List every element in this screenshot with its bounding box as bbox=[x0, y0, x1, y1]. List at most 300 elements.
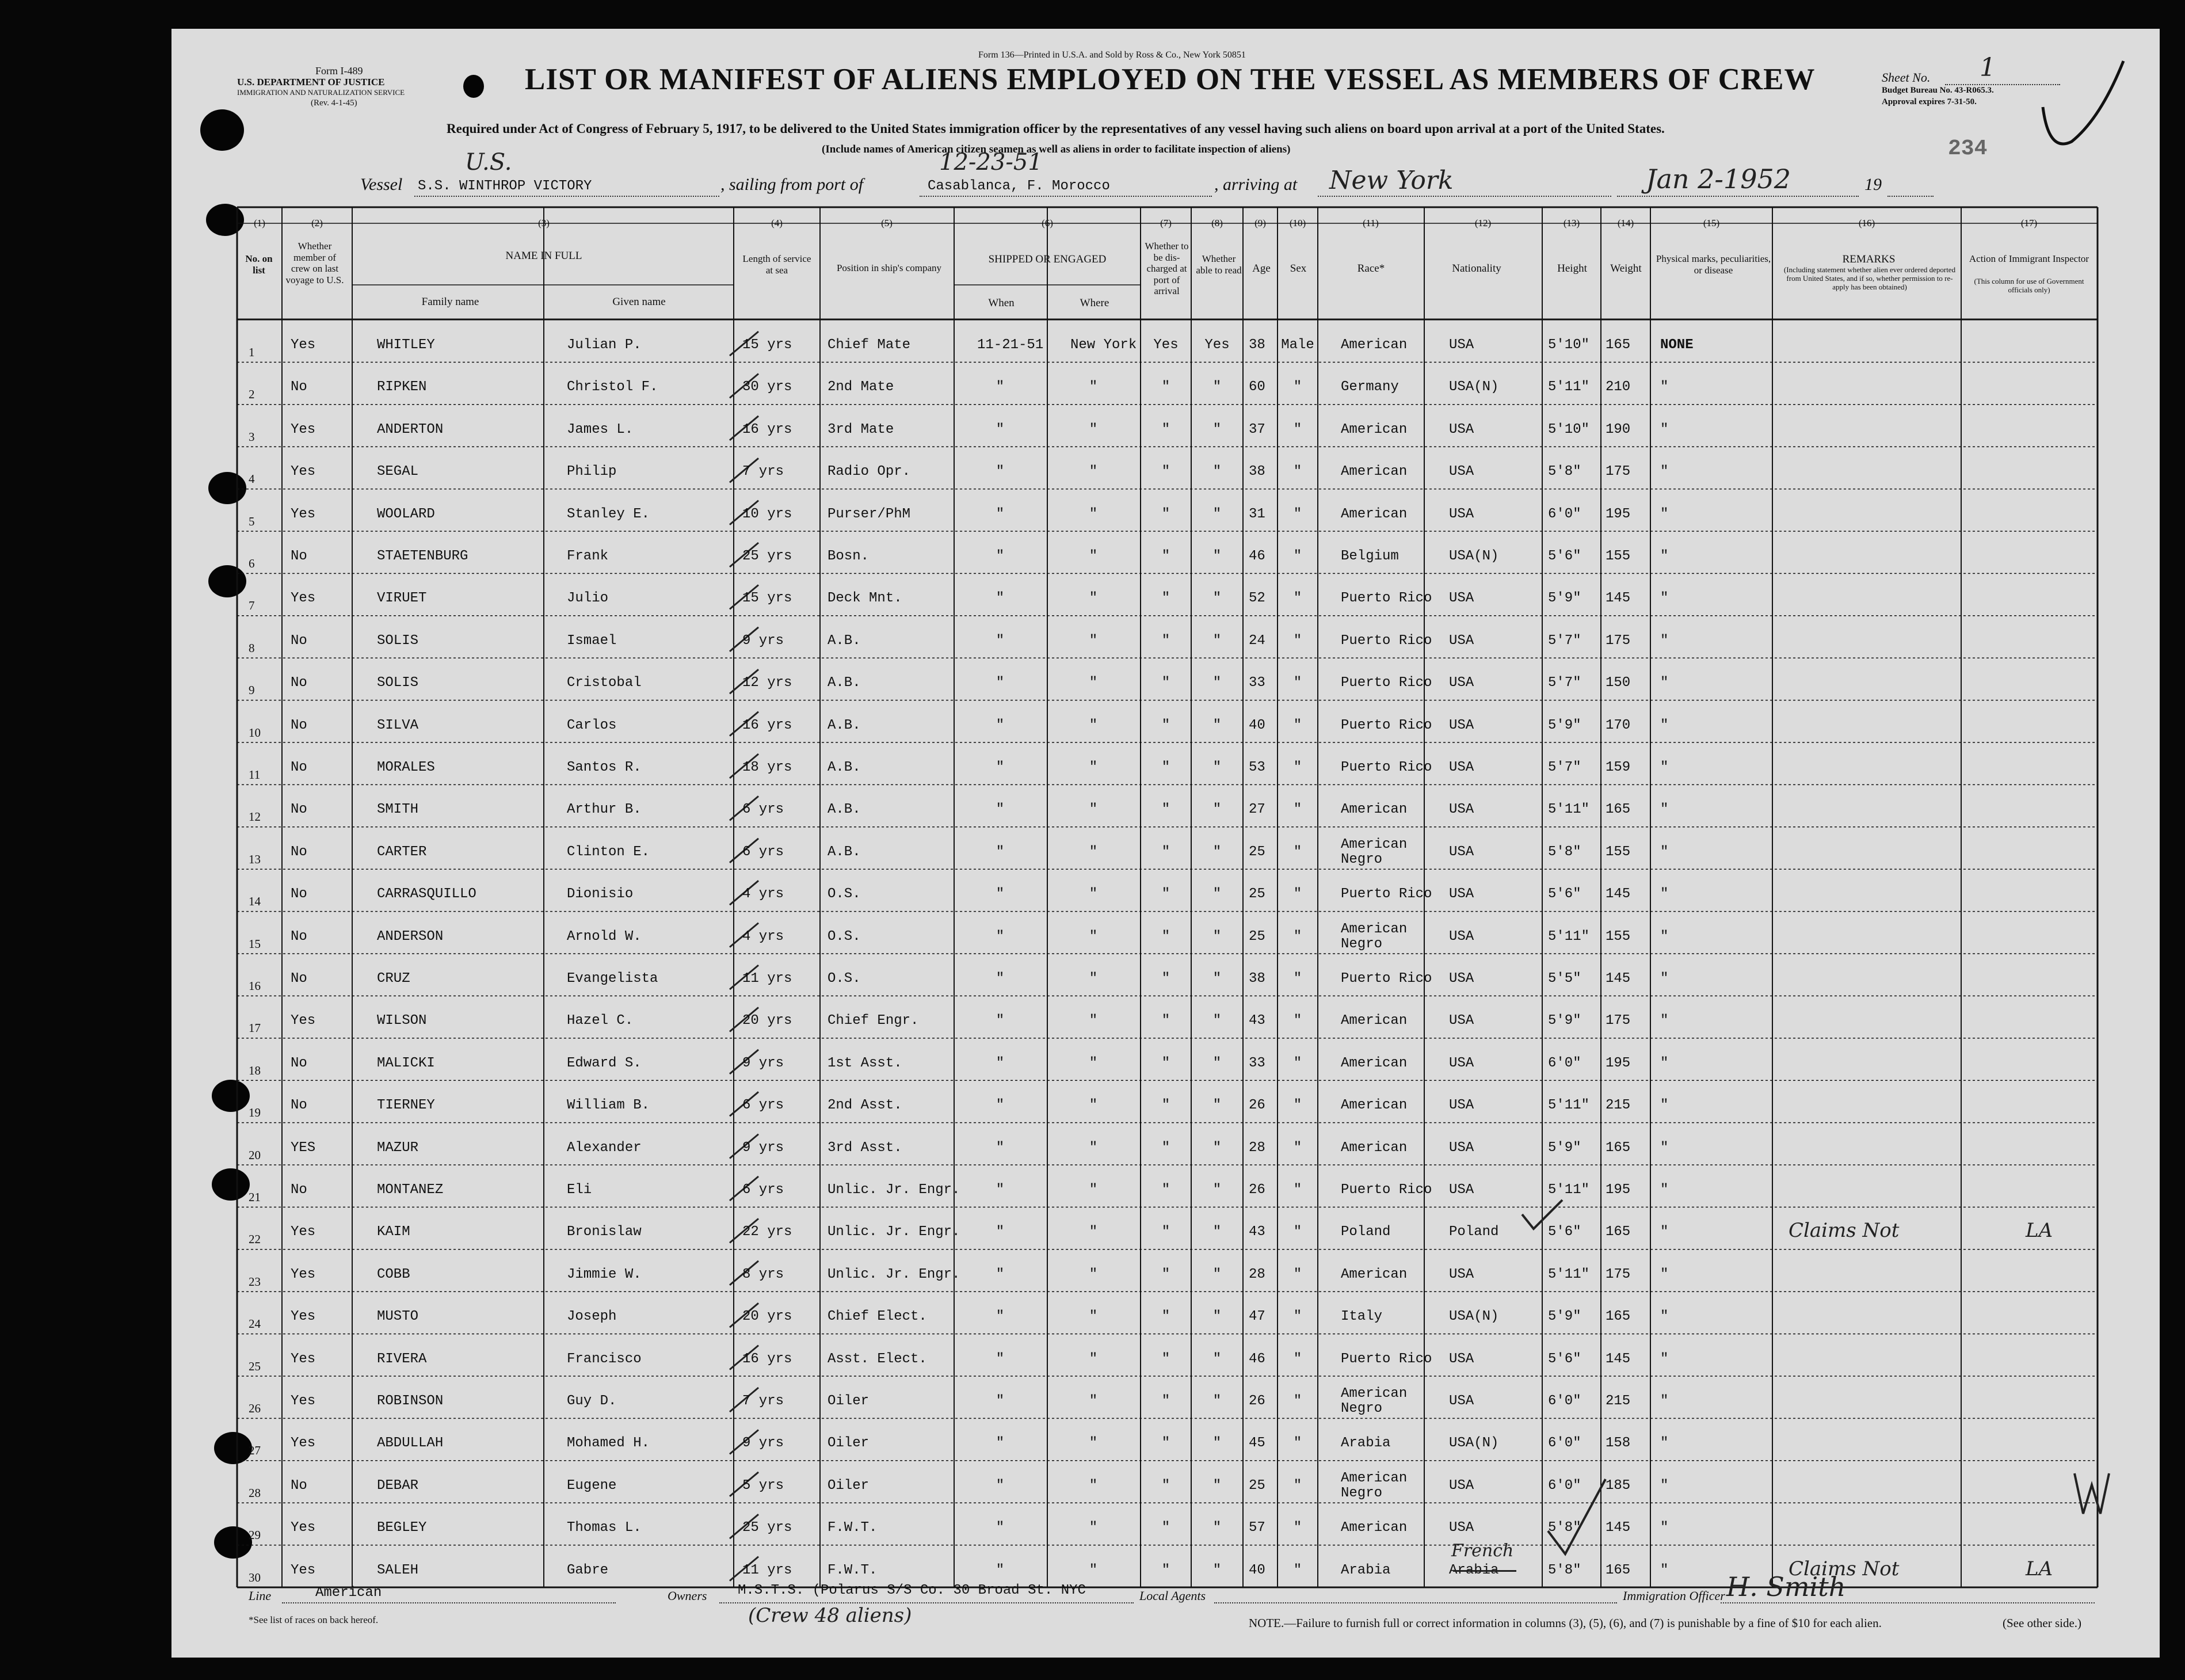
discharged-cell: " bbox=[1161, 1351, 1170, 1367]
penalty-note: NOTE.—Failure to furnish full or correct information in columns (3), (5), (6), and (7) is punishable by a fine of $10 for each alien. bbox=[1249, 1616, 1882, 1630]
header-discharged: Whether to be dis-charged at port of arrival bbox=[1145, 241, 1189, 297]
header-action-inspector: Action of Immigrant Inspector bbox=[1969, 253, 2089, 264]
nationality-cell: USA bbox=[1449, 464, 1474, 480]
family-name-cell: CRUZ bbox=[377, 971, 410, 986]
able-read-cell: " bbox=[1212, 1098, 1222, 1114]
length-service-cell: 9 yrs bbox=[742, 633, 784, 649]
weight-cell: 175 bbox=[1606, 1013, 1631, 1029]
sex-cell: Male bbox=[1281, 337, 1314, 353]
position-cell: Oiler bbox=[828, 1477, 870, 1494]
given-name-cell: Dionisio bbox=[567, 886, 634, 902]
weight-cell: 145 bbox=[1606, 1520, 1631, 1536]
age-cell: 38 bbox=[1249, 337, 1265, 353]
last-voyage-cell: Yes bbox=[291, 1393, 316, 1409]
height-cell: 5'7" bbox=[1548, 760, 1581, 775]
discharged-cell: " bbox=[1161, 886, 1170, 902]
shipped-where-cell: " bbox=[1089, 1309, 1098, 1325]
physical-marks-cell: " bbox=[1660, 675, 1669, 691]
shipped-where-cell: " bbox=[1089, 1013, 1098, 1029]
sex-cell: " bbox=[1293, 506, 1302, 522]
family-name-cell: SMITH bbox=[377, 802, 419, 818]
weight-cell: 175 bbox=[1606, 1266, 1631, 1282]
shipped-where-cell: " bbox=[1089, 1562, 1098, 1578]
column-number: (7) bbox=[1160, 218, 1172, 228]
able-read-cell: " bbox=[1212, 802, 1222, 818]
discharged-cell: " bbox=[1161, 379, 1170, 395]
form-note: (Include names of American citizen seamen as well as aliens in order to facilitate inspection of aliens) bbox=[822, 143, 1291, 155]
height-cell: 5'7" bbox=[1548, 675, 1581, 691]
row-number: 3 bbox=[249, 429, 255, 444]
budget-bureau: Budget Bureau No. 43-R065.3. bbox=[1882, 86, 1994, 95]
position-cell: Chief Engr. bbox=[828, 1013, 919, 1029]
shipped-where-cell: " bbox=[1089, 1435, 1098, 1452]
length-service-cell: 11 yrs bbox=[742, 971, 792, 986]
able-read-cell: Yes bbox=[1204, 337, 1230, 353]
height-cell: 6'0" bbox=[1548, 1393, 1581, 1409]
height-cell: 5'8" bbox=[1548, 1562, 1581, 1578]
race-cell: American bbox=[1341, 1266, 1408, 1282]
race-footnote: *See list of races on back hereof. bbox=[249, 1614, 379, 1625]
family-name-cell: MORALES bbox=[377, 760, 435, 775]
length-service-cell: 9 yrs bbox=[742, 1435, 784, 1452]
physical-marks-cell: " bbox=[1660, 928, 1669, 944]
able-read-cell: " bbox=[1212, 1013, 1222, 1029]
column-number: (14) bbox=[1617, 218, 1634, 228]
weight-cell: 215 bbox=[1606, 1098, 1631, 1114]
position-cell: 3rd Asst. bbox=[828, 1140, 902, 1156]
age-cell: 25 bbox=[1249, 886, 1265, 902]
physical-marks-cell: " bbox=[1660, 1435, 1669, 1452]
last-voyage-cell: Yes bbox=[291, 591, 316, 607]
last-voyage-cell: No bbox=[291, 633, 307, 649]
sex-cell: " bbox=[1293, 971, 1302, 986]
family-name-cell: MONTANEZ bbox=[377, 1182, 444, 1198]
weight-cell: 195 bbox=[1606, 1055, 1631, 1071]
discharged-cell: " bbox=[1161, 1098, 1170, 1114]
physical-marks-cell: " bbox=[1660, 1013, 1669, 1029]
given-name-cell: Thomas L. bbox=[567, 1520, 642, 1536]
shipped-when-cell: " bbox=[996, 548, 1005, 564]
shipped-when-cell: " bbox=[996, 1477, 1005, 1494]
officer-line bbox=[1721, 1602, 2095, 1603]
weight-cell: 175 bbox=[1606, 464, 1631, 480]
given-name-cell: Arnold W. bbox=[567, 928, 642, 944]
position-cell: A.B. bbox=[828, 802, 861, 818]
able-read-cell: " bbox=[1212, 1477, 1222, 1494]
inspector-action-cell: LA bbox=[2026, 1219, 2053, 1243]
given-name-cell: Evangelista bbox=[567, 971, 658, 986]
weight-cell: 170 bbox=[1606, 717, 1631, 733]
race-cell: American bbox=[1341, 1098, 1408, 1114]
length-service-cell: 6 yrs bbox=[742, 1098, 784, 1114]
height-cell: 5'6" bbox=[1548, 886, 1581, 902]
given-name-cell: Carlos bbox=[567, 717, 617, 733]
height-cell: 5'5" bbox=[1548, 971, 1581, 986]
able-read-cell: " bbox=[1212, 1140, 1222, 1156]
sex-cell: " bbox=[1293, 1351, 1302, 1367]
race-cell: American Negro bbox=[1341, 1386, 1408, 1417]
physical-marks-cell: " bbox=[1660, 1393, 1669, 1409]
shipped-where-cell: " bbox=[1089, 1140, 1098, 1156]
weight-cell: 165 bbox=[1606, 802, 1631, 818]
shipped-when-cell: " bbox=[996, 886, 1005, 902]
given-name-cell: Cristobal bbox=[567, 675, 642, 691]
age-cell: 43 bbox=[1249, 1224, 1265, 1240]
shipped-when-cell: " bbox=[996, 1351, 1005, 1367]
sex-cell: " bbox=[1293, 928, 1302, 944]
nationality-cell: USA bbox=[1449, 421, 1474, 437]
given-name-cell: Julian P. bbox=[567, 337, 642, 353]
shipped-where-cell: " bbox=[1089, 886, 1098, 902]
row-number: 13 bbox=[249, 852, 261, 866]
race-cell: American Negro bbox=[1341, 836, 1408, 868]
row-number: 25 bbox=[249, 1359, 261, 1373]
header-nationality: Nationality bbox=[1452, 262, 1501, 275]
nationality-cell: USA bbox=[1449, 1098, 1474, 1114]
agency-name: U.S. DEPARTMENT OF JUSTICE bbox=[237, 77, 385, 87]
french-annotation: French bbox=[1451, 1541, 1514, 1561]
family-name-cell: KAIM bbox=[377, 1224, 410, 1240]
shipped-when-cell: " bbox=[996, 1562, 1005, 1578]
sex-cell: " bbox=[1293, 1013, 1302, 1029]
given-name-cell: Hazel C. bbox=[567, 1013, 634, 1029]
shipped-where-cell: " bbox=[1089, 1055, 1098, 1071]
row-number: 22 bbox=[249, 1232, 261, 1247]
last-voyage-cell: No bbox=[291, 971, 307, 986]
weight-cell: 145 bbox=[1606, 1351, 1631, 1367]
shipped-when-cell: " bbox=[996, 844, 1005, 860]
position-cell: A.B. bbox=[828, 844, 861, 860]
row-number: 20 bbox=[249, 1148, 261, 1162]
age-cell: 25 bbox=[1249, 928, 1265, 944]
shipped-where-cell: " bbox=[1089, 1266, 1098, 1282]
length-service-cell: 4 yrs bbox=[742, 928, 784, 944]
last-voyage-cell: No bbox=[291, 928, 307, 944]
discharged-cell: " bbox=[1161, 1393, 1170, 1409]
shipped-when-cell: " bbox=[996, 802, 1005, 818]
able-read-cell: " bbox=[1212, 1393, 1222, 1409]
weight-cell: 195 bbox=[1606, 506, 1631, 522]
length-service-cell: 8 yrs bbox=[742, 1266, 784, 1282]
family-name-cell: WOOLARD bbox=[377, 506, 435, 522]
nationality-cell: Poland bbox=[1449, 1224, 1499, 1240]
header-length-service: Length of service at sea bbox=[742, 253, 811, 276]
length-service-cell: 6 yrs bbox=[742, 844, 784, 860]
shipped-when-cell: " bbox=[996, 633, 1005, 649]
given-name-cell: Frank bbox=[567, 548, 609, 564]
given-name-cell: Ismael bbox=[567, 633, 617, 649]
length-service-cell: 5 yrs bbox=[742, 1477, 784, 1494]
physical-marks-cell: " bbox=[1660, 886, 1669, 902]
sex-cell: " bbox=[1293, 633, 1302, 649]
line-value: American bbox=[315, 1585, 382, 1601]
row-number: 30 bbox=[249, 1570, 261, 1584]
shipped-when-cell: " bbox=[996, 464, 1005, 480]
shipped-when-cell: " bbox=[996, 717, 1005, 733]
last-voyage-cell: Yes bbox=[291, 1562, 316, 1578]
last-voyage-cell: No bbox=[291, 1098, 307, 1114]
age-cell: 37 bbox=[1249, 421, 1265, 437]
arrival-date: Jan 2-1952 bbox=[1646, 163, 1791, 195]
owners-line bbox=[719, 1602, 1134, 1603]
discharged-cell: " bbox=[1161, 1266, 1170, 1282]
race-cell: Italy bbox=[1341, 1309, 1383, 1325]
race-cell: American bbox=[1341, 506, 1408, 522]
row-number: 1 bbox=[249, 345, 255, 359]
last-voyage-cell: No bbox=[291, 886, 307, 902]
discharged-cell: " bbox=[1161, 1140, 1170, 1156]
nationality-cell: USA bbox=[1449, 971, 1474, 986]
sex-cell: " bbox=[1293, 717, 1302, 733]
position-cell: F.W.T. bbox=[828, 1562, 878, 1578]
position-cell: A.B. bbox=[828, 633, 861, 649]
last-voyage-cell: Yes bbox=[291, 1266, 316, 1282]
shipped-where-cell: " bbox=[1089, 1098, 1098, 1114]
shipped-when-cell: " bbox=[996, 1435, 1005, 1452]
length-service-cell: 7 yrs bbox=[742, 464, 784, 480]
nationality-cell: USA bbox=[1449, 675, 1474, 691]
sex-cell: " bbox=[1293, 464, 1302, 480]
age-cell: 40 bbox=[1249, 717, 1265, 733]
row-number: 23 bbox=[249, 1274, 261, 1289]
row-number: 15 bbox=[249, 936, 261, 951]
nationality-cell: USA bbox=[1449, 760, 1474, 775]
last-voyage-cell: No bbox=[291, 1182, 307, 1198]
length-service-cell: 15 yrs bbox=[742, 337, 792, 353]
nationality-cell: USA(N) bbox=[1449, 1309, 1499, 1325]
race-cell: Belgium bbox=[1341, 548, 1399, 564]
column-number: (15) bbox=[1703, 218, 1720, 228]
race-cell: Puerto Rico bbox=[1341, 1351, 1432, 1367]
length-service-cell: 9 yrs bbox=[742, 1140, 784, 1156]
given-name-cell: Gabre bbox=[567, 1562, 609, 1578]
able-read-cell: " bbox=[1212, 1055, 1222, 1071]
position-cell: Purser/PhM bbox=[828, 506, 911, 522]
shipped-when-cell: " bbox=[996, 1309, 1005, 1325]
physical-marks-cell: " bbox=[1660, 1562, 1669, 1578]
age-cell: 24 bbox=[1249, 633, 1265, 649]
position-cell: A.B. bbox=[828, 675, 861, 691]
race-cell: American bbox=[1341, 337, 1408, 353]
nationality-cell: USA bbox=[1449, 844, 1474, 860]
given-name-cell: William B. bbox=[567, 1098, 650, 1114]
height-cell: 5'11" bbox=[1548, 928, 1590, 944]
position-cell: Radio Opr. bbox=[828, 464, 911, 480]
header-able-read: Whether able to read bbox=[1196, 253, 1242, 276]
family-name-cell: ANDERSON bbox=[377, 928, 444, 944]
shipped-where-cell: " bbox=[1089, 717, 1098, 733]
sex-cell: " bbox=[1293, 421, 1302, 437]
header-age: Age bbox=[1252, 262, 1271, 275]
discharged-cell: " bbox=[1161, 1435, 1170, 1452]
able-read-cell: " bbox=[1212, 928, 1222, 944]
given-name-cell: Eugene bbox=[567, 1477, 617, 1494]
age-cell: 57 bbox=[1249, 1520, 1265, 1536]
race-cell: Puerto Rico bbox=[1341, 886, 1432, 902]
last-voyage-cell: No bbox=[291, 548, 307, 564]
last-voyage-cell: Yes bbox=[291, 1351, 316, 1367]
agents-line bbox=[1214, 1602, 1617, 1603]
agency-subname: IMMIGRATION AND NATURALIZATION SERVICE bbox=[237, 88, 405, 97]
nationality-cell: USA bbox=[1449, 928, 1474, 944]
able-read-cell: " bbox=[1212, 633, 1222, 649]
owners-label: Owners bbox=[668, 1588, 707, 1603]
race-cell: Poland bbox=[1341, 1224, 1391, 1240]
shipped-when-cell: " bbox=[996, 1224, 1005, 1240]
shipped-where-cell: " bbox=[1089, 379, 1098, 395]
height-cell: 6'0" bbox=[1548, 1435, 1581, 1452]
position-cell: 2nd Asst. bbox=[828, 1098, 902, 1114]
able-read-cell: " bbox=[1212, 971, 1222, 986]
shipped-where-cell: " bbox=[1089, 802, 1098, 818]
able-read-cell: " bbox=[1212, 1562, 1222, 1578]
shipped-when-cell: " bbox=[996, 379, 1005, 395]
weight-cell: 190 bbox=[1606, 421, 1631, 437]
race-cell: Puerto Rico bbox=[1341, 591, 1432, 607]
length-service-cell: 20 yrs bbox=[742, 1013, 792, 1029]
last-voyage-cell: No bbox=[291, 717, 307, 733]
row-number: 21 bbox=[249, 1190, 261, 1204]
age-cell: 45 bbox=[1249, 1435, 1265, 1452]
row-number: 12 bbox=[249, 810, 261, 824]
shipped-when-cell: " bbox=[996, 506, 1005, 522]
length-service-cell: 18 yrs bbox=[742, 760, 792, 775]
check-mark-icon bbox=[1542, 1473, 1611, 1560]
race-cell: American bbox=[1341, 421, 1408, 437]
strike-line bbox=[1453, 1570, 1516, 1572]
row-number: 24 bbox=[249, 1317, 261, 1331]
physical-marks-cell: " bbox=[1660, 1140, 1669, 1156]
sex-cell: " bbox=[1293, 1266, 1302, 1282]
header-remarks-sub: (Including statement whether alien ever ordered deported from United States, and if so, whether permission to re-apply has been obtained) bbox=[1783, 265, 1956, 291]
race-cell: American bbox=[1341, 1055, 1408, 1071]
height-cell: 5'10" bbox=[1548, 337, 1590, 353]
column-number: (17) bbox=[2020, 218, 2038, 228]
row-number: 5 bbox=[249, 514, 255, 528]
weight-cell: 165 bbox=[1606, 1224, 1631, 1240]
given-name-cell: Julio bbox=[567, 591, 609, 607]
shipped-where-cell: " bbox=[1089, 928, 1098, 944]
shipped-where-cell: " bbox=[1089, 1477, 1098, 1494]
physical-marks-cell: " bbox=[1660, 1351, 1669, 1367]
length-service-cell: 16 yrs bbox=[742, 421, 792, 437]
given-name-cell: Eli bbox=[567, 1182, 592, 1198]
physical-marks-cell: " bbox=[1660, 760, 1669, 775]
sex-cell: " bbox=[1293, 1182, 1302, 1198]
last-voyage-cell: YES bbox=[291, 1140, 316, 1156]
column-number: (2) bbox=[311, 218, 323, 228]
nationality-cell: USA bbox=[1449, 591, 1474, 607]
shipped-when-cell: " bbox=[996, 760, 1005, 775]
inspector-action-cell: LA bbox=[2026, 1557, 2053, 1580]
nationality-cell: USA bbox=[1449, 1055, 1474, 1071]
race-cell: Puerto Rico bbox=[1341, 717, 1432, 733]
sailing-port: Casablanca, F. Morocco bbox=[928, 178, 1110, 194]
sex-cell: " bbox=[1293, 1309, 1302, 1325]
position-cell: Chief Mate bbox=[828, 337, 911, 353]
race-cell: American bbox=[1341, 1520, 1408, 1536]
family-name-cell: RIPKEN bbox=[377, 379, 427, 395]
header-physical-marks: Physical marks, peculiarities, or disease bbox=[1656, 253, 1771, 276]
form-revision: (Rev. 4-1-45) bbox=[311, 98, 357, 108]
discharged-cell: " bbox=[1161, 506, 1170, 522]
able-read-cell: " bbox=[1212, 1309, 1222, 1325]
length-service-cell: 6 yrs bbox=[742, 1182, 784, 1198]
given-name-cell: Philip bbox=[567, 464, 617, 480]
height-cell: 5'11" bbox=[1548, 802, 1590, 818]
age-cell: 33 bbox=[1249, 1055, 1265, 1071]
officer-label: Immigration Officer bbox=[1623, 1588, 1725, 1603]
row-number: 17 bbox=[249, 1021, 261, 1035]
row-number: 27 bbox=[249, 1443, 261, 1458]
discharged-cell: " bbox=[1161, 591, 1170, 607]
sex-cell: " bbox=[1293, 1393, 1302, 1409]
length-service-cell: 11 yrs bbox=[742, 1562, 792, 1578]
arriving-port: New York bbox=[1329, 166, 1454, 195]
age-cell: 46 bbox=[1249, 548, 1265, 564]
row-number: 16 bbox=[249, 979, 261, 993]
shipped-when-cell: " bbox=[996, 591, 1005, 607]
shipped-when-cell: " bbox=[996, 1013, 1005, 1029]
column-number: (12) bbox=[1474, 218, 1492, 228]
nationality-cell: USA bbox=[1449, 1266, 1474, 1282]
race-cell: Puerto Rico bbox=[1341, 1182, 1432, 1198]
length-service-cell: 6 yrs bbox=[742, 802, 784, 818]
physical-marks-cell: NONE bbox=[1660, 337, 1694, 353]
family-name-cell: TIERNEY bbox=[377, 1098, 435, 1114]
age-cell: 40 bbox=[1249, 1562, 1265, 1578]
family-name-cell: STAETENBURG bbox=[377, 548, 468, 564]
age-cell: 28 bbox=[1249, 1266, 1265, 1282]
discharged-cell: " bbox=[1161, 1520, 1170, 1536]
position-cell: Bosn. bbox=[828, 548, 870, 564]
position-cell: Deck Mnt. bbox=[828, 591, 902, 607]
header-when: When bbox=[988, 297, 1015, 309]
nationality-cell: USA bbox=[1449, 1013, 1474, 1029]
height-cell: 5'9" bbox=[1548, 591, 1581, 607]
position-cell: Unlic. Jr. Engr. bbox=[828, 1182, 960, 1198]
physical-marks-cell: " bbox=[1660, 1224, 1669, 1240]
row-number: 7 bbox=[249, 599, 255, 613]
age-cell: 26 bbox=[1249, 1182, 1265, 1198]
nationality-cell: USA(N) bbox=[1449, 548, 1499, 564]
sex-cell: " bbox=[1293, 886, 1302, 902]
position-cell: Unlic. Jr. Engr. bbox=[828, 1224, 960, 1240]
length-service-cell: 22 yrs bbox=[742, 1224, 792, 1240]
shipped-where-cell: " bbox=[1089, 506, 1098, 522]
header-name-in-full: NAME IN FULL bbox=[505, 250, 582, 262]
last-voyage-cell: No bbox=[291, 379, 307, 395]
discharged-cell: " bbox=[1161, 464, 1170, 480]
last-voyage-cell: Yes bbox=[291, 506, 316, 522]
physical-marks-cell: " bbox=[1660, 506, 1669, 522]
discharged-cell: " bbox=[1161, 675, 1170, 691]
owners-value: M.S.T.S. (Polarus S/S Co. 30 Broad St. NYC bbox=[738, 1583, 1086, 1598]
header-sex: Sex bbox=[1290, 262, 1307, 275]
physical-marks-cell: " bbox=[1660, 1182, 1669, 1198]
weight-cell: 150 bbox=[1606, 675, 1631, 691]
height-cell: 5'8" bbox=[1548, 844, 1581, 860]
physical-marks-cell: " bbox=[1660, 548, 1669, 564]
position-cell: F.W.T. bbox=[828, 1520, 878, 1536]
length-service-cell: 4 yrs bbox=[742, 886, 784, 902]
last-voyage-cell: No bbox=[291, 675, 307, 691]
agents-label: Local Agents bbox=[1139, 1588, 1206, 1603]
able-read-cell: " bbox=[1212, 844, 1222, 860]
age-cell: 27 bbox=[1249, 802, 1265, 818]
weight-cell: 145 bbox=[1606, 591, 1631, 607]
able-read-cell: " bbox=[1212, 1224, 1222, 1240]
